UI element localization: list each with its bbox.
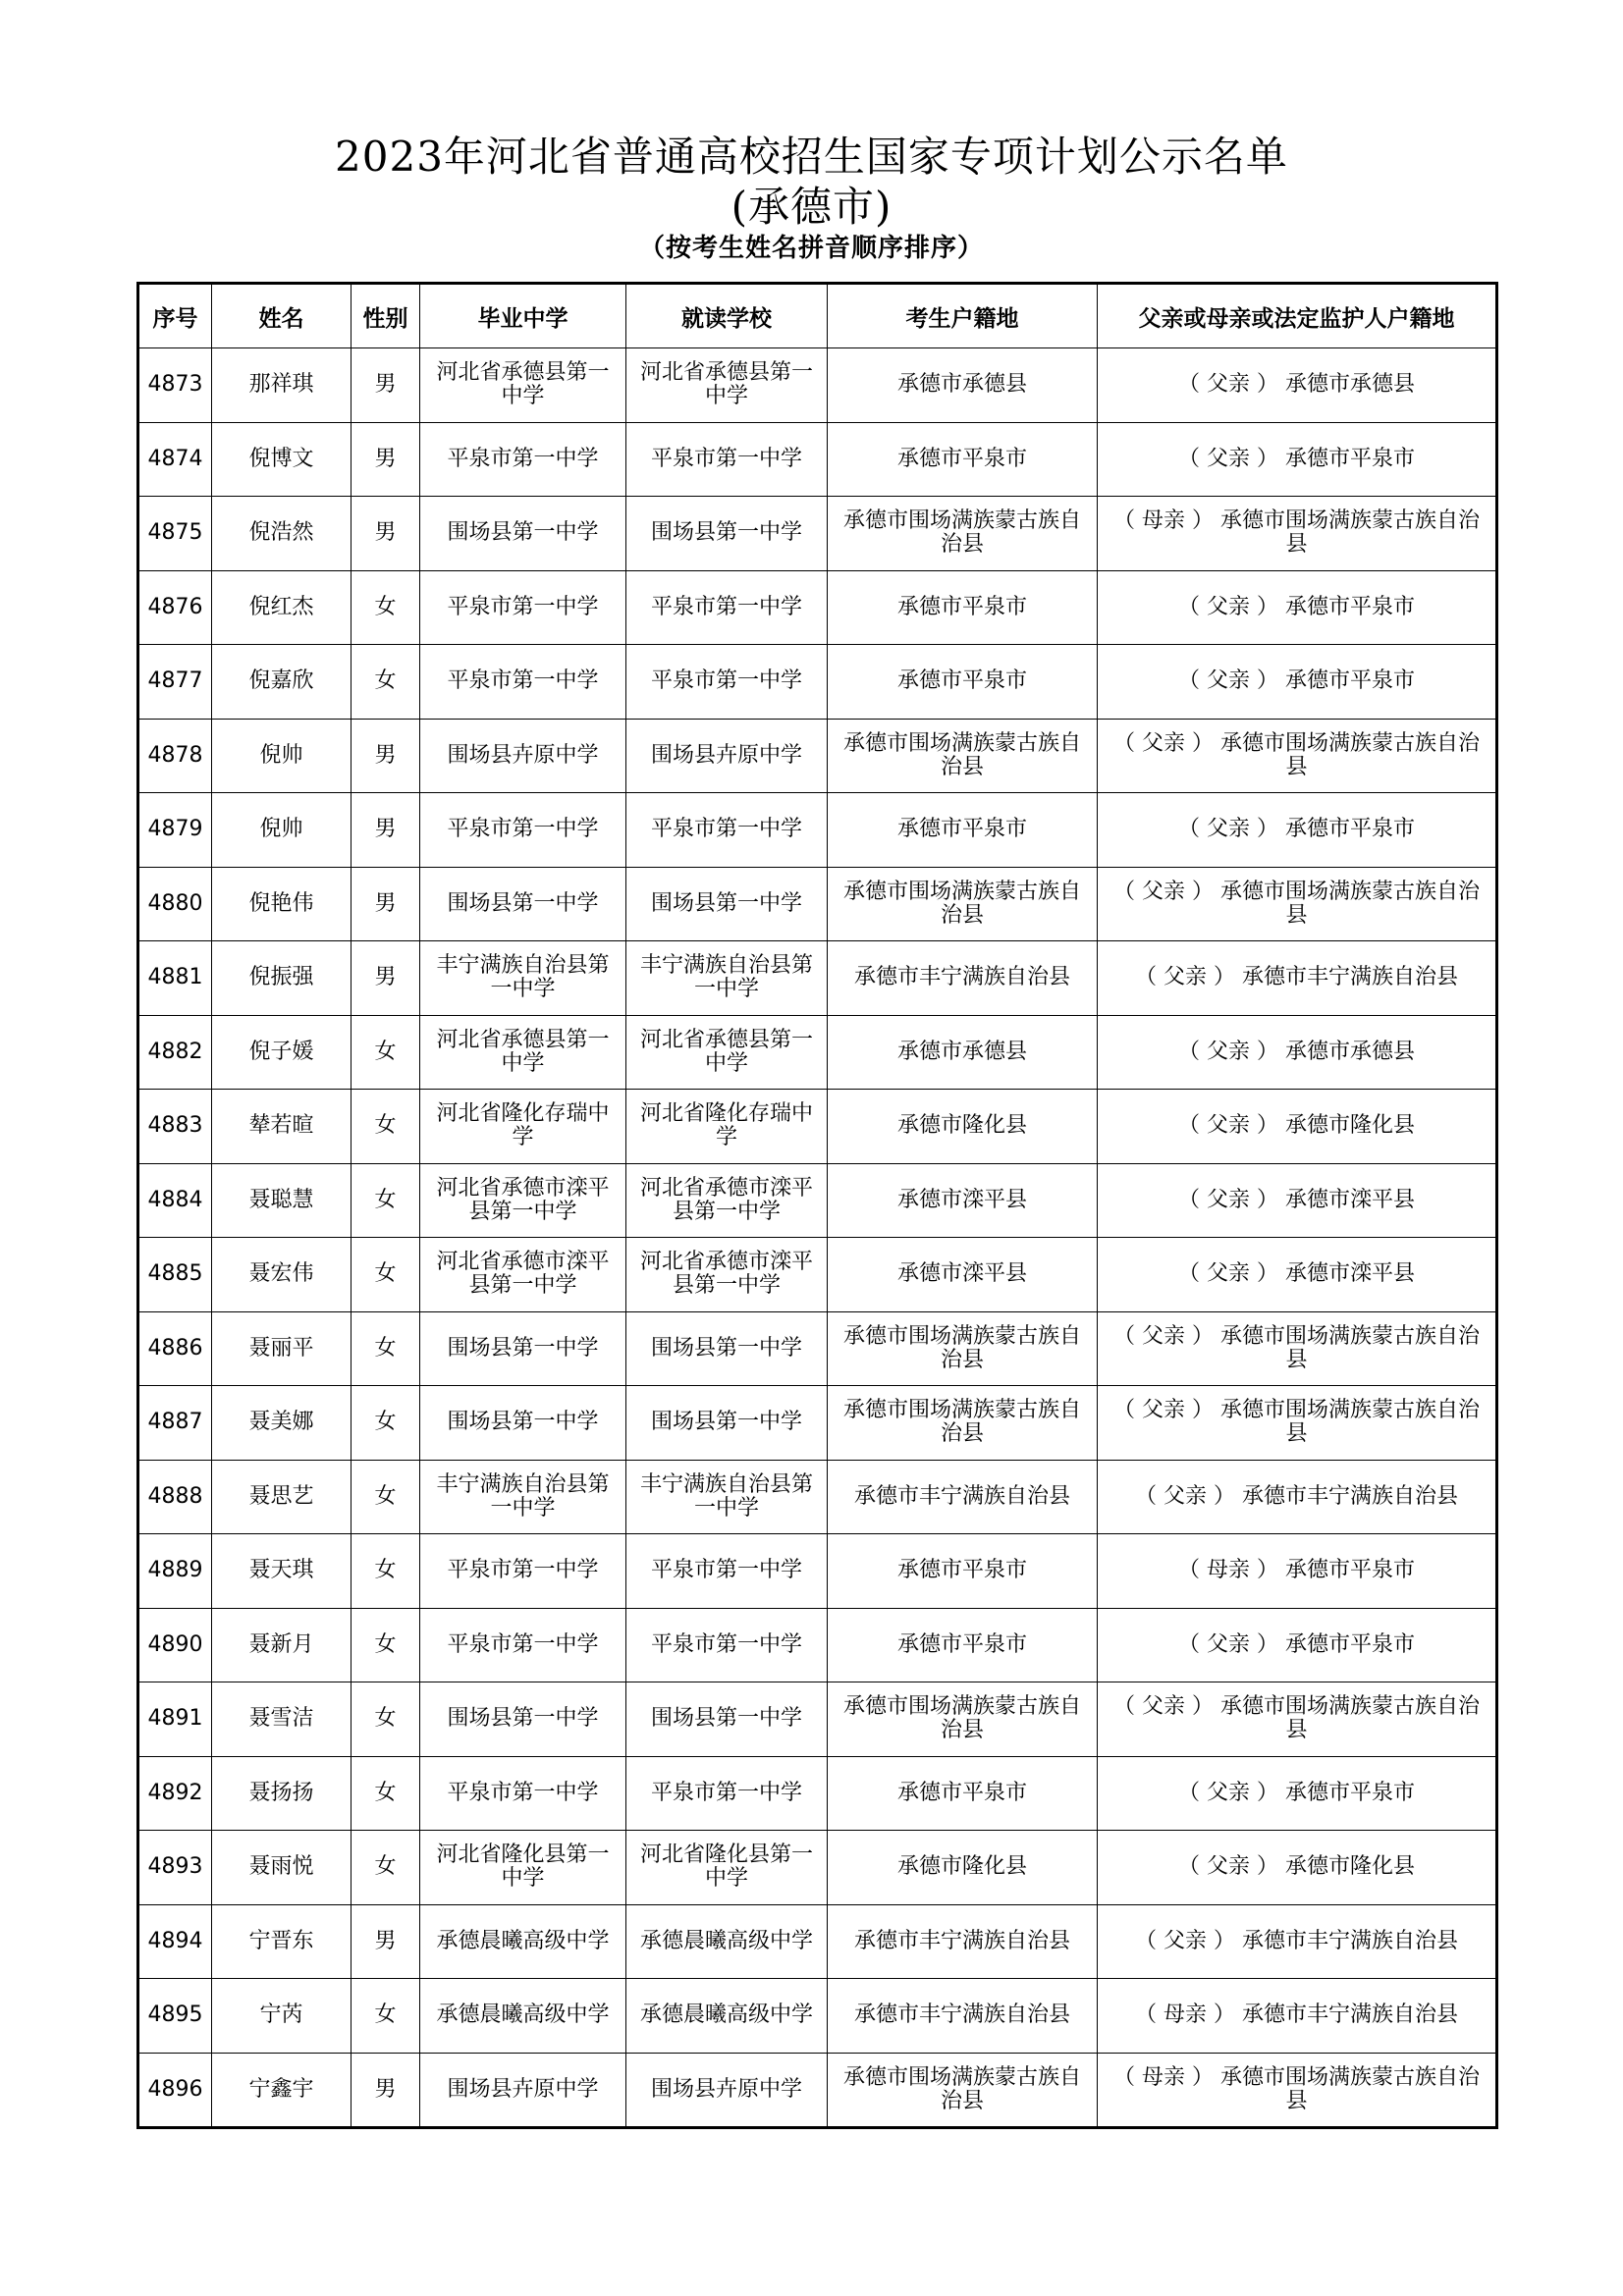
table-row: [138, 1386, 1497, 1461]
table-row: [138, 645, 1497, 720]
cell-student-hukou: 承德市平泉市: [828, 1534, 1098, 1609]
cell-graduated-school: 河北省承德县第一中学: [420, 348, 626, 423]
header-current-school: 就读学校: [626, 284, 828, 348]
cell-gender: 女: [352, 570, 420, 645]
table-row: [138, 570, 1497, 645]
cell-index: 4873: [138, 348, 212, 423]
cell-gender: 女: [352, 1163, 420, 1238]
cell-guardian-hukou: （ 父亲 ） 承德市围场满族蒙古族自治县: [1098, 719, 1497, 793]
cell-index: 4874: [138, 422, 212, 497]
cell-graduated-school: 承德晨曦高级中学: [420, 1904, 626, 1979]
cell-gender: 男: [352, 719, 420, 793]
cell-name: 那祥琪: [212, 348, 352, 423]
cell-index: 4894: [138, 1904, 212, 1979]
cell-guardian-hukou: （ 父亲 ） 承德市围场满族蒙古族自治县: [1098, 1311, 1497, 1386]
table-row: [138, 2053, 1497, 2128]
table-row: [138, 941, 1497, 1016]
cell-index: 4877: [138, 645, 212, 720]
cell-graduated-school: 平泉市第一中学: [420, 1756, 626, 1831]
cell-gender: 女: [352, 1238, 420, 1312]
cell-index: 4893: [138, 1831, 212, 1905]
cell-student-hukou: 承德市平泉市: [828, 1756, 1098, 1831]
cell-current-school: 围场县第一中学: [626, 1311, 828, 1386]
header-name: 姓名: [212, 284, 352, 348]
cell-gender: 女: [352, 1090, 420, 1164]
cell-student-hukou: 承德市丰宁满族自治县: [828, 1904, 1098, 1979]
table-row: [138, 1831, 1497, 1905]
cell-student-hukou: 承德市滦平县: [828, 1238, 1098, 1312]
cell-name: 聂美娜: [212, 1386, 352, 1461]
cell-guardian-hukou: （ 母亲 ） 承德市围场满族蒙古族自治县: [1098, 2053, 1497, 2128]
cell-graduated-school: 平泉市第一中学: [420, 793, 626, 868]
cell-current-school: 平泉市第一中学: [626, 1756, 828, 1831]
cell-graduated-school: 丰宁满族自治县第一中学: [420, 941, 626, 1016]
cell-guardian-hukou: （ 父亲 ） 承德市隆化县: [1098, 1090, 1497, 1164]
cell-guardian-hukou: （ 父亲 ） 承德市平泉市: [1098, 793, 1497, 868]
cell-guardian-hukou: （ 父亲 ） 承德市滦平县: [1098, 1163, 1497, 1238]
cell-current-school: 河北省隆化存瑞中学: [626, 1090, 828, 1164]
cell-graduated-school: 平泉市第一中学: [420, 570, 626, 645]
cell-graduated-school: 河北省承德县第一中学: [420, 1015, 626, 1090]
table-header: [138, 284, 1497, 348]
cell-index: 4875: [138, 497, 212, 571]
cell-guardian-hukou: （ 父亲 ） 承德市围场满族蒙古族自治县: [1098, 867, 1497, 941]
table-row: [138, 1090, 1497, 1164]
table-row: [138, 348, 1497, 423]
cell-gender: 男: [352, 2053, 420, 2128]
cell-current-school: 河北省承德县第一中学: [626, 1015, 828, 1090]
cell-student-hukou: 承德市平泉市: [828, 1608, 1098, 1682]
cell-guardian-hukou: （ 父亲 ） 承德市围场满族蒙古族自治县: [1098, 1386, 1497, 1461]
header-student-hukou: 考生户籍地: [828, 284, 1098, 348]
header-index: 序号: [138, 284, 212, 348]
cell-student-hukou: 承德市承德县: [828, 348, 1098, 423]
cell-student-hukou: 承德市围场满族蒙古族自治县: [828, 1386, 1098, 1461]
cell-index: 4881: [138, 941, 212, 1016]
cell-name: 倪振强: [212, 941, 352, 1016]
document-title: 2023年河北省普通高校招生国家专项计划公示名单: [335, 133, 1288, 181]
cell-index: 4883: [138, 1090, 212, 1164]
cell-gender: 女: [352, 1311, 420, 1386]
cell-graduated-school: 承德晨曦高级中学: [420, 1979, 626, 2054]
cell-name: 倪帅: [212, 793, 352, 868]
cell-current-school: 围场县第一中学: [626, 1682, 828, 1757]
cell-name: 聂丽平: [212, 1311, 352, 1386]
cell-current-school: 平泉市第一中学: [626, 570, 828, 645]
cell-graduated-school: 河北省隆化存瑞中学: [420, 1090, 626, 1164]
cell-graduated-school: 平泉市第一中学: [420, 1608, 626, 1682]
cell-gender: 女: [352, 1534, 420, 1609]
cell-student-hukou: 承德市平泉市: [828, 570, 1098, 645]
table-row: [138, 1979, 1497, 2054]
cell-index: 4882: [138, 1015, 212, 1090]
cell-gender: 女: [352, 1682, 420, 1757]
cell-gender: 女: [352, 1608, 420, 1682]
cell-graduated-school: 河北省承德市滦平县第一中学: [420, 1238, 626, 1312]
cell-gender: 女: [352, 1979, 420, 2054]
cell-name: 聂新月: [212, 1608, 352, 1682]
cell-name: 聂宏伟: [212, 1238, 352, 1312]
cell-current-school: 河北省承德市滦平县第一中学: [626, 1163, 828, 1238]
cell-name: 倪帅: [212, 719, 352, 793]
cell-name: 倪艳伟: [212, 867, 352, 941]
cell-student-hukou: 承德市隆化县: [828, 1831, 1098, 1905]
cell-name: 宁鑫宇: [212, 2053, 352, 2128]
cell-graduated-school: 围场县卉原中学: [420, 719, 626, 793]
cell-current-school: 河北省承德县第一中学: [626, 348, 828, 423]
table-row: [138, 793, 1497, 868]
cell-guardian-hukou: （ 父亲 ） 承德市平泉市: [1098, 570, 1497, 645]
table-row: [138, 1311, 1497, 1386]
cell-gender: 男: [352, 422, 420, 497]
cell-student-hukou: 承德市平泉市: [828, 422, 1098, 497]
table-row: [138, 497, 1497, 571]
cell-name: 聂雪洁: [212, 1682, 352, 1757]
cell-current-school: 围场县第一中学: [626, 497, 828, 571]
cell-student-hukou: 承德市承德县: [828, 1015, 1098, 1090]
cell-name: 辇若暄: [212, 1090, 352, 1164]
cell-guardian-hukou: （ 父亲 ） 承德市平泉市: [1098, 645, 1497, 720]
cell-index: 4876: [138, 570, 212, 645]
cell-guardian-hukou: （ 母亲 ） 承德市丰宁满族自治县: [1098, 1979, 1497, 2054]
cell-graduated-school: 围场县第一中学: [420, 867, 626, 941]
cell-guardian-hukou: （ 父亲 ） 承德市承德县: [1098, 348, 1497, 423]
cell-index: 4887: [138, 1386, 212, 1461]
cell-name: 聂思艺: [212, 1460, 352, 1534]
header-guardian-hukou: 父亲或母亲或法定监护人户籍地: [1098, 284, 1497, 348]
cell-graduated-school: 丰宁满族自治县第一中学: [420, 1460, 626, 1534]
cell-guardian-hukou: （ 父亲 ） 承德市丰宁满族自治县: [1098, 1904, 1497, 1979]
cell-student-hukou: 承德市平泉市: [828, 793, 1098, 868]
cell-index: 4879: [138, 793, 212, 868]
header-row: [138, 284, 1497, 348]
cell-current-school: 平泉市第一中学: [626, 422, 828, 497]
cell-graduated-school: 围场县卉原中学: [420, 2053, 626, 2128]
cell-gender: 女: [352, 645, 420, 720]
cell-current-school: 围场县卉原中学: [626, 719, 828, 793]
cell-current-school: 平泉市第一中学: [626, 1608, 828, 1682]
cell-guardian-hukou: （ 父亲 ） 承德市承德县: [1098, 1015, 1497, 1090]
cell-name: 倪博文: [212, 422, 352, 497]
cell-gender: 男: [352, 867, 420, 941]
cell-index: 4890: [138, 1608, 212, 1682]
cell-current-school: 围场县第一中学: [626, 867, 828, 941]
cell-name: 聂天琪: [212, 1534, 352, 1609]
cell-current-school: 围场县卉原中学: [626, 2053, 828, 2128]
cell-index: 4878: [138, 719, 212, 793]
table-row: [138, 1163, 1497, 1238]
cell-guardian-hukou: （ 父亲 ） 承德市隆化县: [1098, 1831, 1497, 1905]
cell-student-hukou: 承德市滦平县: [828, 1163, 1098, 1238]
table-row: [138, 867, 1497, 941]
cell-gender: 男: [352, 1904, 420, 1979]
table-row: [138, 1904, 1497, 1979]
cell-gender: 男: [352, 793, 420, 868]
cell-name: 倪浩然: [212, 497, 352, 571]
cell-index: 4885: [138, 1238, 212, 1312]
cell-guardian-hukou: （ 父亲 ） 承德市围场满族蒙古族自治县: [1098, 1682, 1497, 1757]
cell-student-hukou: 承德市围场满族蒙古族自治县: [828, 2053, 1098, 2128]
cell-student-hukou: 承德市丰宁满族自治县: [828, 1979, 1098, 2054]
header-gender: 性别: [352, 284, 420, 348]
cell-current-school: 丰宁满族自治县第一中学: [626, 1460, 828, 1534]
cell-student-hukou: 承德市围场满族蒙古族自治县: [828, 867, 1098, 941]
cell-current-school: 平泉市第一中学: [626, 793, 828, 868]
cell-guardian-hukou: （ 父亲 ） 承德市丰宁满族自治县: [1098, 941, 1497, 1016]
cell-guardian-hukou: （ 母亲 ） 承德市围场满族蒙古族自治县: [1098, 497, 1497, 571]
cell-student-hukou: 承德市围场满族蒙古族自治县: [828, 719, 1098, 793]
table-row: [138, 719, 1497, 793]
cell-graduated-school: 围场县第一中学: [420, 1682, 626, 1757]
cell-guardian-hukou: （ 母亲 ） 承德市平泉市: [1098, 1534, 1497, 1609]
cell-graduated-school: 平泉市第一中学: [420, 1534, 626, 1609]
cell-student-hukou: 承德市围场满族蒙古族自治县: [828, 1311, 1098, 1386]
cell-current-school: 平泉市第一中学: [626, 645, 828, 720]
table-row: [138, 1608, 1497, 1682]
cell-index: 4886: [138, 1311, 212, 1386]
cell-current-school: 围场县第一中学: [626, 1386, 828, 1461]
table-row: [138, 1682, 1497, 1757]
cell-graduated-school: 河北省隆化县第一中学: [420, 1831, 626, 1905]
cell-graduated-school: 围场县第一中学: [420, 497, 626, 571]
cell-guardian-hukou: （ 父亲 ） 承德市滦平县: [1098, 1238, 1497, 1312]
cell-guardian-hukou: （ 父亲 ） 承德市丰宁满族自治县: [1098, 1460, 1497, 1534]
cell-guardian-hukou: （ 父亲 ） 承德市平泉市: [1098, 422, 1497, 497]
roster-table: [136, 282, 1498, 2129]
cell-index: 4888: [138, 1460, 212, 1534]
cell-graduated-school: 平泉市第一中学: [420, 422, 626, 497]
table-row: [138, 1238, 1497, 1312]
table-row: [138, 1015, 1497, 1090]
cell-index: 4892: [138, 1756, 212, 1831]
cell-guardian-hukou: （ 父亲 ） 承德市平泉市: [1098, 1608, 1497, 1682]
cell-name: 聂扬扬: [212, 1756, 352, 1831]
cell-name: 倪子媛: [212, 1015, 352, 1090]
cell-name: 宁芮: [212, 1979, 352, 2054]
cell-current-school: 河北省承德市滦平县第一中学: [626, 1238, 828, 1312]
cell-graduated-school: 围场县第一中学: [420, 1386, 626, 1461]
cell-graduated-school: 围场县第一中学: [420, 1311, 626, 1386]
cell-student-hukou: 承德市围场满族蒙古族自治县: [828, 497, 1098, 571]
cell-index: 4895: [138, 1979, 212, 2054]
cell-index: 4880: [138, 867, 212, 941]
document-subtitle-city: (承德市): [730, 183, 893, 231]
table-body: [138, 348, 1497, 2128]
cell-current-school: 承德晨曦高级中学: [626, 1904, 828, 1979]
cell-name: 聂雨悦: [212, 1831, 352, 1905]
cell-gender: 女: [352, 1756, 420, 1831]
cell-name: 倪红杰: [212, 570, 352, 645]
cell-gender: 女: [352, 1831, 420, 1905]
cell-gender: 男: [352, 348, 420, 423]
cell-gender: 女: [352, 1386, 420, 1461]
cell-graduated-school: 平泉市第一中学: [420, 645, 626, 720]
cell-current-school: 平泉市第一中学: [626, 1534, 828, 1609]
cell-index: 4889: [138, 1534, 212, 1609]
cell-student-hukou: 承德市丰宁满族自治县: [828, 941, 1098, 1016]
cell-gender: 女: [352, 1460, 420, 1534]
cell-student-hukou: 承德市隆化县: [828, 1090, 1098, 1164]
cell-student-hukou: 承德市平泉市: [828, 645, 1098, 720]
cell-student-hukou: 承德市围场满族蒙古族自治县: [828, 1682, 1098, 1757]
cell-index: 4896: [138, 2053, 212, 2128]
cell-graduated-school: 河北省承德市滦平县第一中学: [420, 1163, 626, 1238]
cell-name: 宁晋东: [212, 1904, 352, 1979]
cell-gender: 男: [352, 497, 420, 571]
cell-gender: 女: [352, 1015, 420, 1090]
cell-current-school: 河北省隆化县第一中学: [626, 1831, 828, 1905]
cell-name: 聂聪慧: [212, 1163, 352, 1238]
table-row: [138, 1460, 1497, 1534]
cell-name: 倪嘉欣: [212, 645, 352, 720]
table-row: [138, 1534, 1497, 1609]
header-graduated-school: 毕业中学: [420, 284, 626, 348]
cell-current-school: 丰宁满族自治县第一中学: [626, 941, 828, 1016]
table-row: [138, 422, 1497, 497]
table-row: [138, 1756, 1497, 1831]
document-sort-note: （按考生姓名拼音顺序排序）: [638, 234, 984, 263]
cell-index: 4884: [138, 1163, 212, 1238]
cell-index: 4891: [138, 1682, 212, 1757]
cell-current-school: 承德晨曦高级中学: [626, 1979, 828, 2054]
cell-gender: 男: [352, 941, 420, 1016]
cell-student-hukou: 承德市丰宁满族自治县: [828, 1460, 1098, 1534]
cell-guardian-hukou: （ 父亲 ） 承德市平泉市: [1098, 1756, 1497, 1831]
